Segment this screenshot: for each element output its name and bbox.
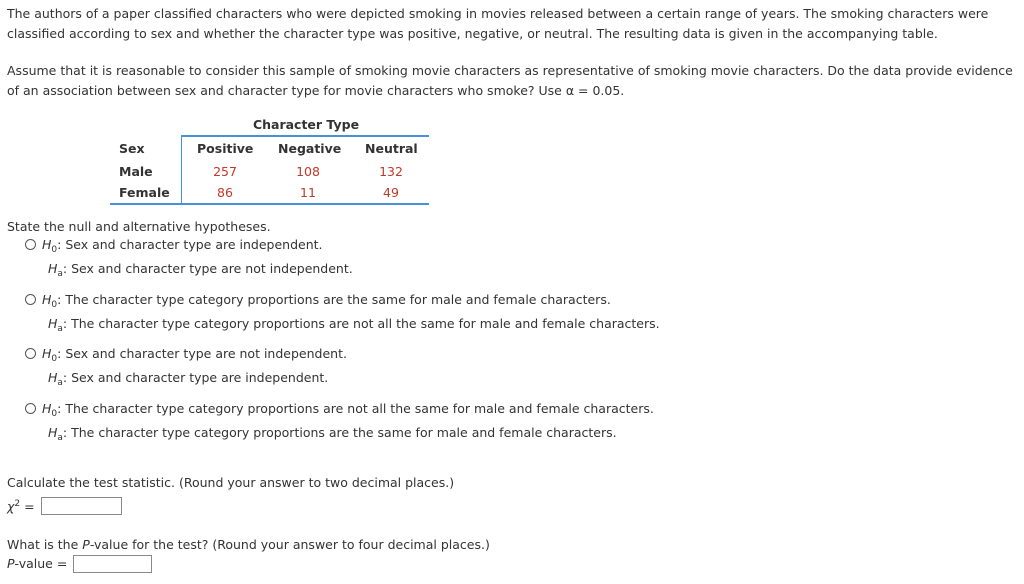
option-4-ha: $H_a$: The character type category proportions are the same for male and female characters. xyxy=(48,425,617,443)
table-rule-top xyxy=(181,135,429,137)
option-3-ha: $H_a$: Sex and character type are independent. xyxy=(48,370,329,388)
radio-button-1[interactable] xyxy=(25,239,36,250)
option-3-h0: $H_0$: Sex and character type are not independent. xyxy=(42,346,347,364)
option-2-h0: $H_0$: The character type category proportions are the same for male and female characters. xyxy=(42,292,611,310)
option-1-ha: $H_a$: Sex and character type are not independent. xyxy=(48,261,353,279)
radio-button-4[interactable] xyxy=(25,403,36,414)
table-cell: 132 xyxy=(379,164,403,179)
chi-square-input[interactable] xyxy=(41,497,122,515)
table-row-label-male: Male xyxy=(119,164,153,179)
chi-square-label: $\chi^2$ = xyxy=(7,499,35,514)
table-col-positive: Positive xyxy=(197,141,254,156)
table-vertical-rule xyxy=(181,137,182,203)
option-4-h0: $H_0$: The character type category proportions are not all the same for male and female characters. xyxy=(42,401,654,419)
table-row-label-female: Female xyxy=(119,185,170,200)
radio-button-2[interactable] xyxy=(25,294,36,305)
pvalue-input[interactable] xyxy=(73,555,152,573)
table-cell: 108 xyxy=(296,164,320,179)
option-1-h0: $H_0$: Sex and character type are independent. xyxy=(42,237,323,255)
pvalue-label: P-value = xyxy=(7,556,68,571)
table-col-negative: Negative xyxy=(278,141,342,156)
table-cell: 257 xyxy=(213,164,237,179)
table-group-header: Character Type xyxy=(252,117,360,132)
table-cell: 49 xyxy=(383,185,399,200)
table-col-neutral: Neutral xyxy=(365,141,418,156)
intro-text: The authors of a paper classified characters who were depicted smoking in movies released between a certain range of years. The smoking characters were classified according to sex and whether the character type was positive, negative, or neutral. The resulting data is given in the accompanying table. xyxy=(7,6,989,41)
question-text: Assume that it is reasonable to consider this sample of smoking movie characters as representative of smoking movie characters. Do the data provide evidence of an association between sex and character type for movie characters who smoke? Use α = 0.05. xyxy=(7,63,1013,98)
statistic-prompt: Calculate the test statistic. (Round your answer to two decimal places.) xyxy=(7,475,455,490)
pvalue-prompt: What is the P-value for the test? (Round your answer to four decimal places.) xyxy=(7,537,490,552)
table-cell: 11 xyxy=(300,185,316,200)
hypotheses-prompt: State the null and alternative hypotheses. xyxy=(7,219,271,234)
table-rule-bottom xyxy=(110,203,429,205)
table-cell: 86 xyxy=(217,185,233,200)
option-2-ha: $H_a$: The character type category proportions are not all the same for male and female characters. xyxy=(48,316,660,334)
table-row-header: Sex xyxy=(119,141,145,156)
radio-button-3[interactable] xyxy=(25,348,36,359)
